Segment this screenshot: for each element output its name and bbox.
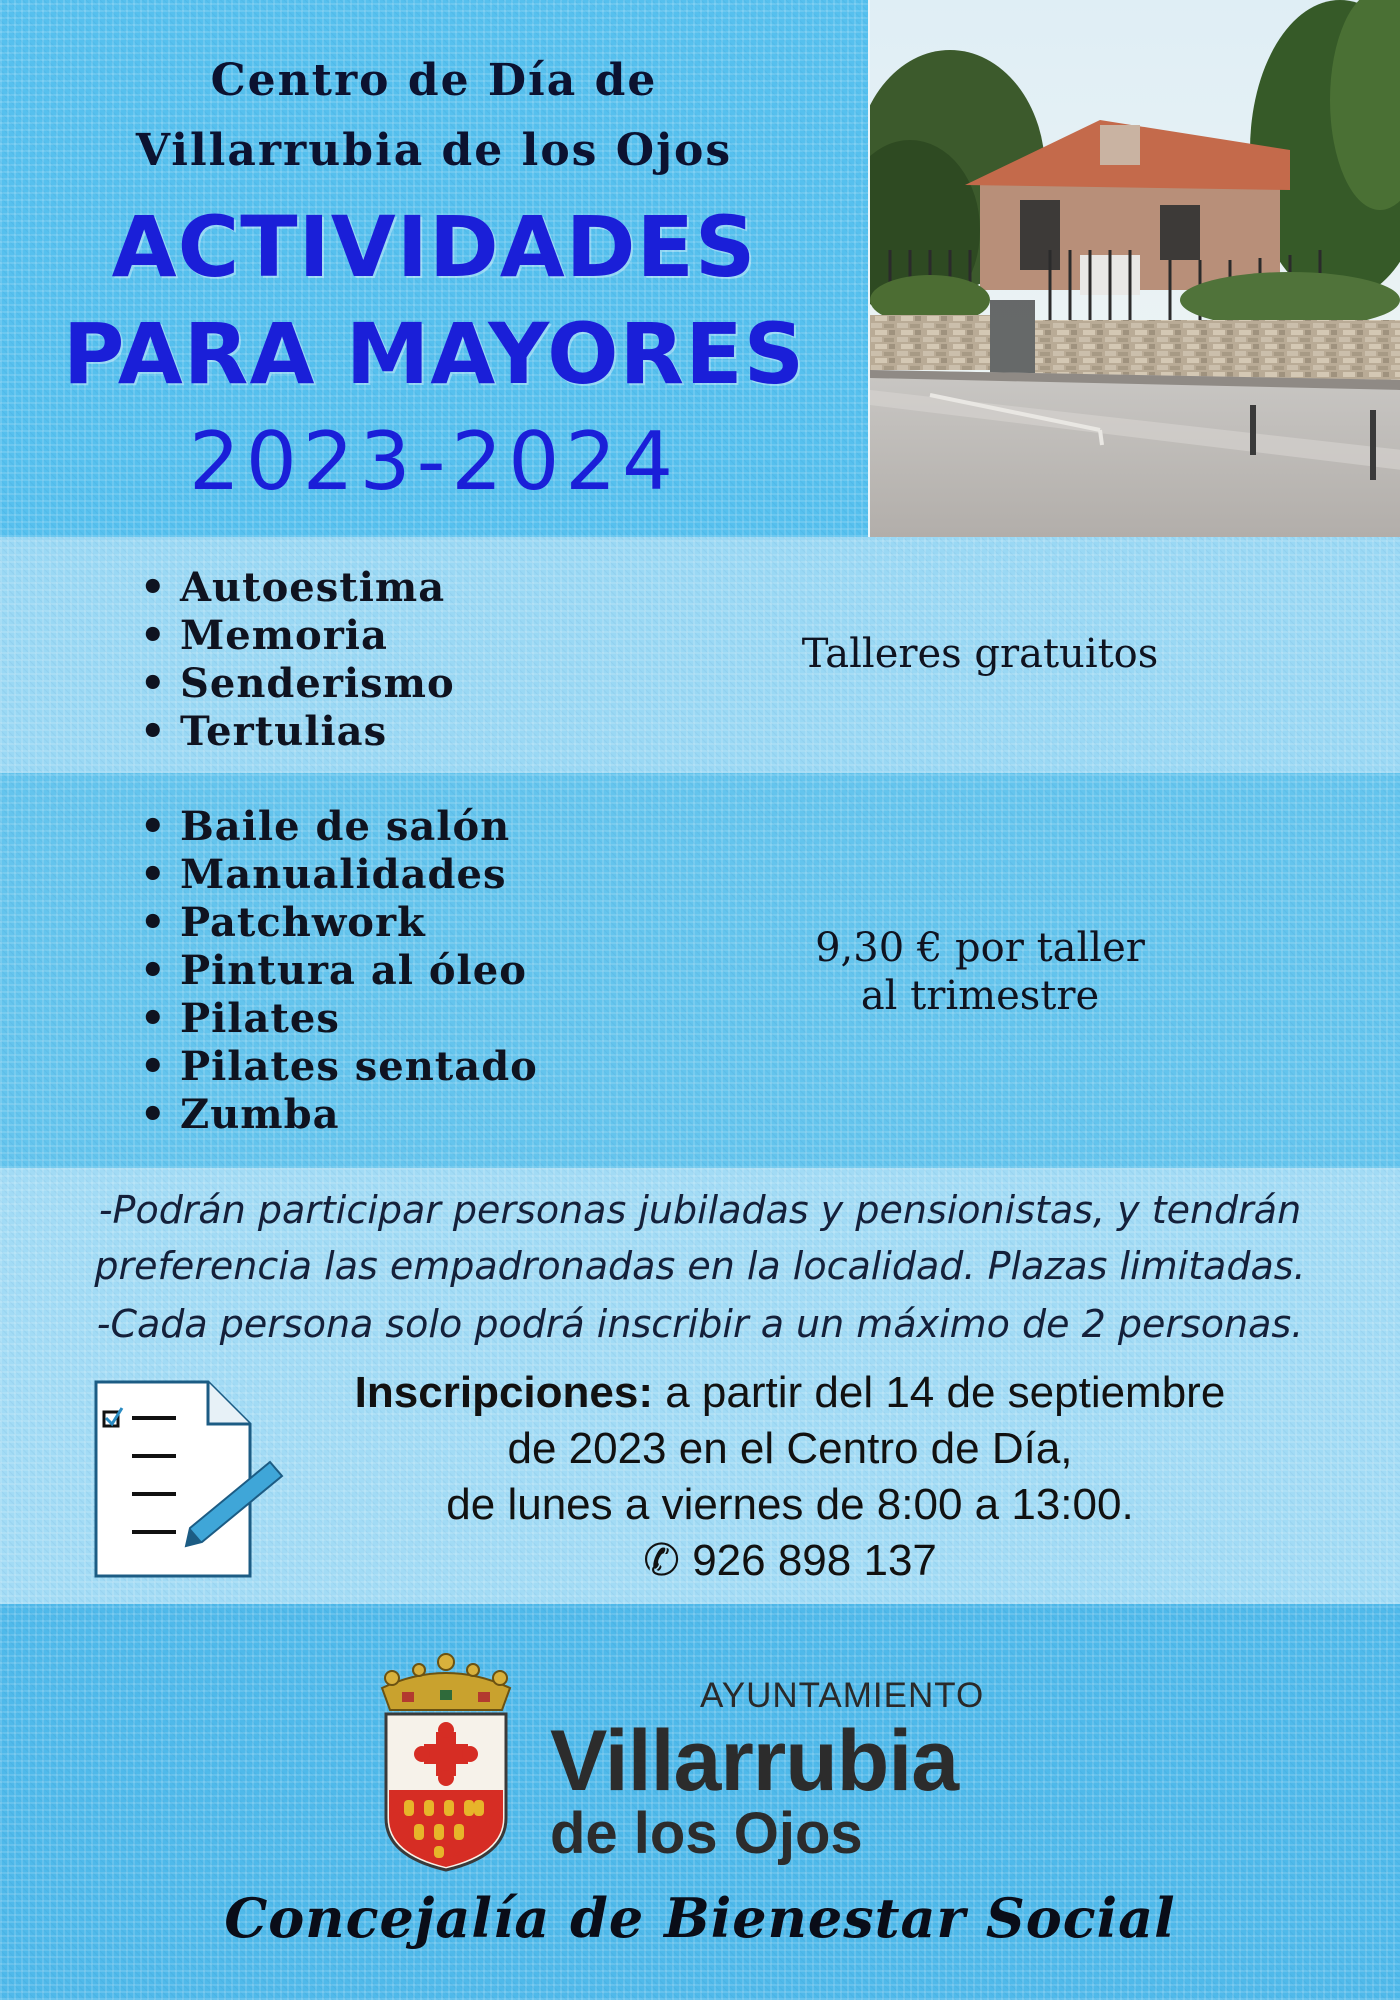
center-name-line1: Centro de Día de	[210, 55, 658, 106]
free-workshop-list	[180, 564, 455, 756]
free-workshops-note: Talleres gratuitos	[801, 631, 1159, 677]
list-item: • Patchwork	[180, 899, 538, 947]
registration-line: de 2023 en el Centro de Día,	[507, 1424, 1073, 1473]
list-item: • Pilates sentado	[180, 1043, 538, 1091]
town-subname: de los Ojos	[550, 1801, 863, 1866]
registration-line	[280, 1365, 1300, 1421]
center-name-line2: Villarrubia de los Ojos	[135, 125, 733, 176]
phone-icon: ✆	[643, 1536, 680, 1585]
registration-label: Inscripciones:	[354, 1368, 653, 1417]
list-item: • Pintura al óleo	[180, 947, 538, 995]
paid-workshop-list	[180, 803, 538, 1139]
registration-line: de lunes a viernes de 8:00 a 13:00.	[446, 1480, 1134, 1529]
town-name: Villarrubia	[550, 1713, 959, 1809]
eligibility-condition	[40, 1182, 1360, 1294]
registration-info	[280, 1365, 1300, 1589]
list-item: • Baile de salón	[180, 803, 538, 851]
registration-date: a partir del 14 de septiembre	[652, 1368, 1226, 1417]
list-item: • Manualidades	[180, 851, 538, 899]
department-name: Concejalía de Bienestar Social	[224, 1886, 1176, 1950]
price-period: al trimestre	[860, 973, 1100, 1019]
list-item: • Zumba	[180, 1091, 538, 1139]
price-line: 9,30 € por taller	[815, 925, 1145, 971]
list-item: • Tertulias	[180, 708, 455, 756]
list-item: • Pilates	[180, 995, 538, 1043]
list-item: • Autoestima	[180, 564, 455, 612]
headline-for-elders: PARA MAYORES	[62, 305, 806, 403]
enrollment-limit-condition: -Cada persona solo podrá inscribir a un máximo de 2 personas.	[96, 1302, 1304, 1346]
phone-line	[280, 1533, 1300, 1589]
condition-line: -Podrán participar personas jubiladas y pensionistas, y tendrán	[98, 1188, 1302, 1232]
building-photo	[868, 0, 1400, 537]
price-note	[760, 924, 1200, 1020]
coat-of-arms-icon	[372, 1648, 520, 1876]
list-item: • Senderismo	[180, 660, 455, 708]
year-range: 2023-2024	[188, 415, 680, 508]
checklist-form-icon	[90, 1376, 290, 1582]
ayuntamiento-label: AYUNTAMIENTO	[700, 1676, 985, 1715]
list-item: • Memoria	[180, 612, 455, 660]
phone-number[interactable]: 926 898 137	[692, 1536, 937, 1585]
headline-activities: ACTIVIDADES	[111, 198, 757, 296]
condition-line: preferencia las empadronadas en la localidad. Plazas limitadas.	[94, 1244, 1306, 1288]
